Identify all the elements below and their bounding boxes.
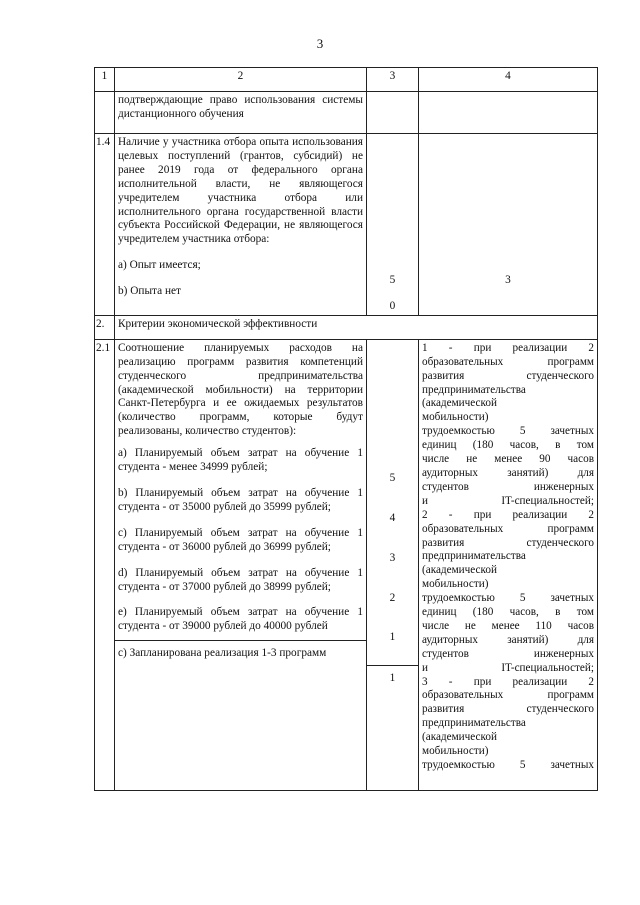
header-cell-1: 1 <box>95 68 115 92</box>
criteria-table <box>94 67 598 791</box>
option-e: e) Планируемый объем затрат на обучение 1 студента - от 39000 рублей до 40000 рублей <box>118 606 363 633</box>
score-d: 2 <box>389 591 396 604</box>
table-row-continuation <box>95 92 598 134</box>
score-e: 1 <box>389 631 396 644</box>
header-cell-4: 4 <box>419 68 598 92</box>
score-a: 5 <box>389 274 396 286</box>
criterion-cell <box>115 134 367 316</box>
row-number: 1.4 <box>95 134 115 316</box>
header-cell-3: 3 <box>367 68 419 92</box>
table-header-row <box>95 68 598 92</box>
page-number: 3 <box>316 36 324 51</box>
notes-cell <box>419 134 598 316</box>
score-a: 5 <box>389 471 396 484</box>
option-a: a) Планируемый объем затрат на обучение 1 студента - менее 34999 рублей; <box>118 447 363 474</box>
criterion-text: подтверждающие право использования системы дистанционного обучения <box>115 92 367 134</box>
score-c: 3 <box>389 551 396 564</box>
notes-value: 3 <box>505 274 511 286</box>
section-title: Критерии экономической эффективности <box>115 315 598 339</box>
score-cell <box>367 92 419 134</box>
notes-cell <box>419 92 598 134</box>
table-row-2 <box>95 315 598 339</box>
score-b: 4 <box>389 511 396 524</box>
option-extra: c) Запланирована реализация 1-3 программ <box>118 647 327 660</box>
option-b: b) Планируемый объем затрат на обучение 1 студента - от 35000 рублей до 35999 рублей; <box>118 486 363 513</box>
score-b: 0 <box>389 299 396 312</box>
option-a: а) Опыт имеется; <box>118 259 201 272</box>
notes-cell <box>419 339 598 790</box>
criterion-text: Соотношение планируемых расходов на реализацию программ развития компетенций студенческого предпринимательства (академической мобильности) на территории Санкт-Петербурга и ее ожидаемых результатов (количество программ, которые будут реализованы, количество студентов): <box>118 341 363 438</box>
score-cell <box>367 134 419 316</box>
option-b: b) Опыта нет <box>118 285 181 298</box>
row-divider <box>115 640 366 641</box>
row-number: 2.1 <box>95 339 115 790</box>
criterion-text: Наличие у участника отбора опыта использования целевых поступлений (грантов, субсидий) не ранее 2019 года от федерального органа исполнительной власти, не являющегося учредителем участника отбора или исполнительного органа государственной власти субъекта Российской Федерации, не являющегося учредителем участника отбора: <box>118 136 363 246</box>
header-cell-2: 2 <box>115 68 367 92</box>
row-divider <box>367 665 418 666</box>
row-number <box>95 92 115 134</box>
option-c: c) Планируемый объем затрат на обучение 1 студента - от 36000 рублей до 36999 рублей; <box>118 526 363 553</box>
table-row-2-1 <box>95 339 598 790</box>
score-cell <box>367 339 419 790</box>
row-number: 2. <box>95 315 115 339</box>
notes-text: 1 - при реализации 2 образовательных программ развития студенческого предпринимательства (академической мобильности) трудоемкостью 5 зачетных единиц (180 часов, в том числе не менее 90 часов аудиторных занятий) для студентов инженерных и IT-специальностей; 2 - при реализации 2 образовательных программ развития студенческого предпринимательства (академической мобильности) трудоемкостью 5 зачетных единиц (180 часов, в том числе не менее 110 часов аудиторных занятий) для студентов инженерных и IT-специальностей; 3 - при реализации 2 образовательных программ развития студенческого предпринимательства (академической мобильности) трудоемкостью 5 зачетных <box>422 341 594 771</box>
score-extra: 1 <box>389 672 396 685</box>
table-row-1-4 <box>95 134 598 316</box>
criterion-cell <box>115 339 367 790</box>
option-d: d) Планируемый объем затрат на обучение 1 студента - от 37000 рублей до 38999 рублей; <box>118 566 363 593</box>
